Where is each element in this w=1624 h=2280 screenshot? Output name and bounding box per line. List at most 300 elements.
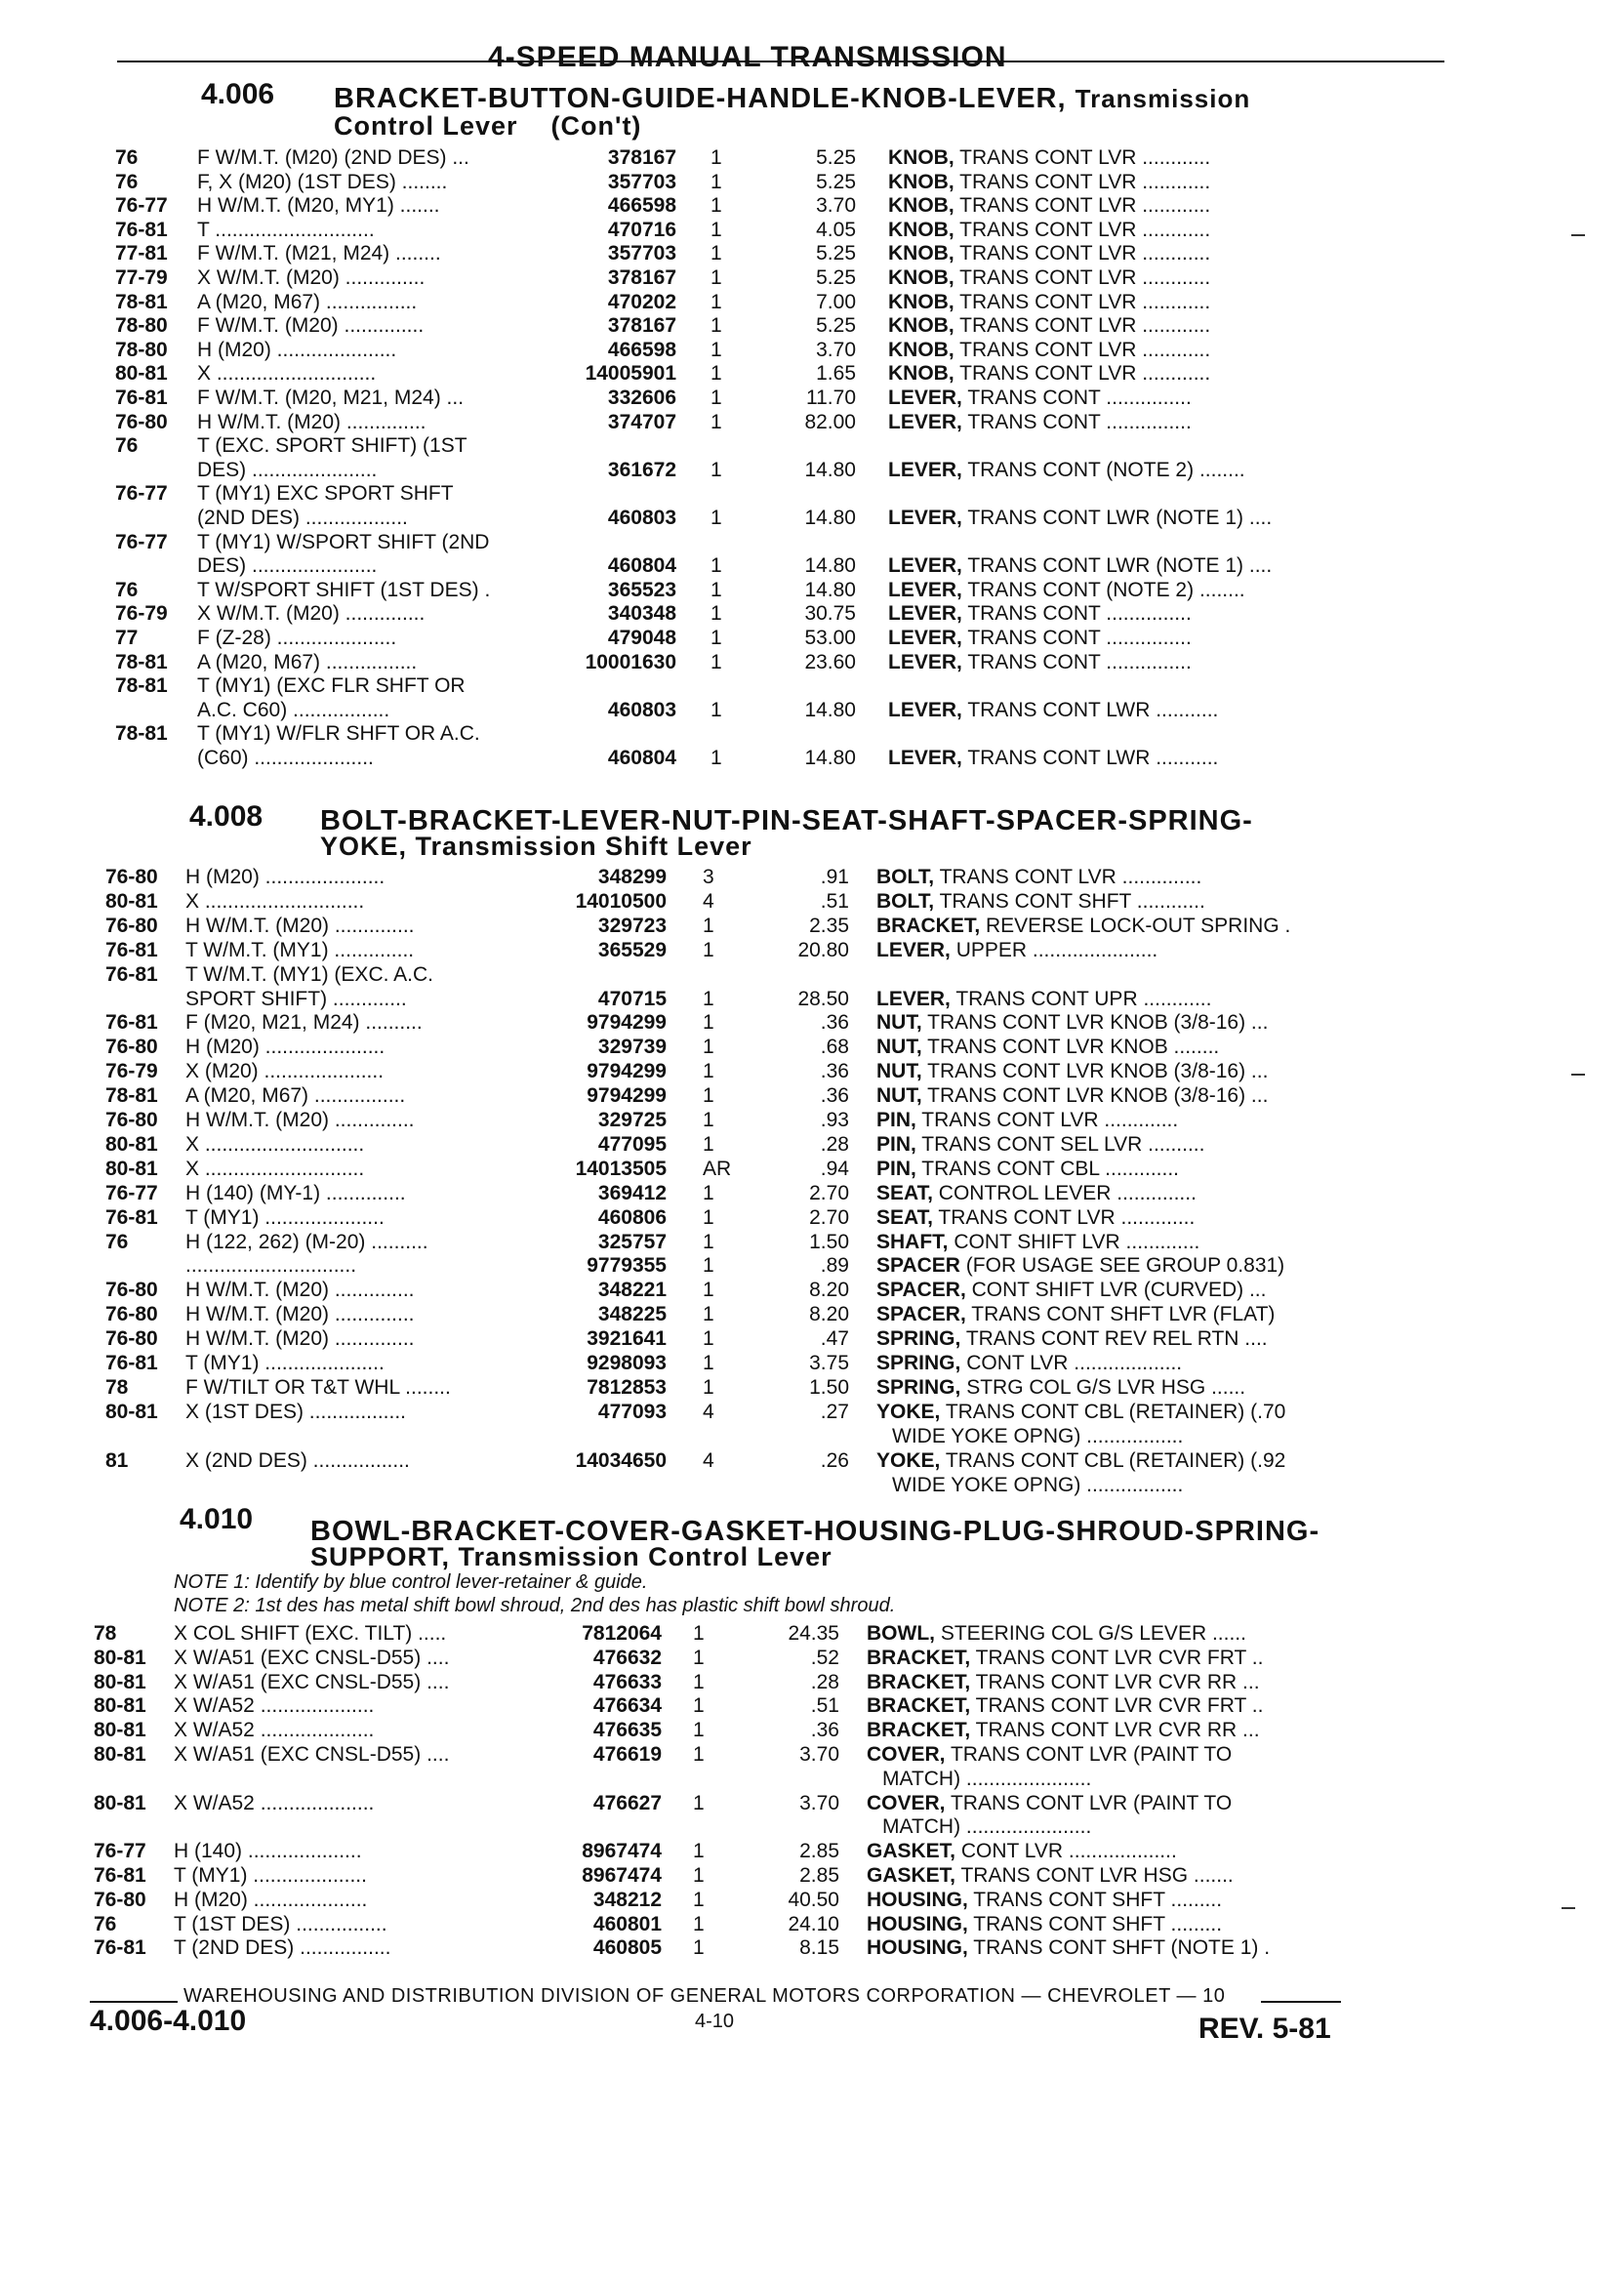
price: .51 [820,889,849,913]
part-name [876,1303,1364,1326]
usage-description: (C60) ..................... [197,747,374,769]
part-name [876,988,1364,1011]
part-name [867,1647,1345,1670]
model-year: 76-77 [115,530,168,553]
part-name [876,1036,1364,1059]
model-year: 80-81 [115,362,168,386]
part-number: 477093 [597,1400,667,1423]
part-name [876,1060,1364,1083]
price: 14.80 [804,698,856,721]
price: .36 [820,1060,849,1083]
quantity: 1 [703,1279,714,1302]
part-number: 8967474 [582,1864,662,1887]
quantity: 1 [710,698,722,721]
part-name-noun: NUT, [876,1036,922,1059]
part-name-detail: TRANS CONT LWR (NOTE 1) .... [961,554,1273,578]
part-row [0,1840,1624,1863]
part-number: 470716 [607,218,676,241]
part-name [867,1719,1345,1742]
part-row [0,1109,1624,1132]
part-name-noun: HOUSING, [867,1912,968,1935]
footer-rule-right [1261,2001,1341,2003]
part-name [876,1449,1364,1473]
part-number: 476635 [592,1719,662,1742]
usage-description: H (M20) ..................... [185,1036,386,1059]
model-year: 77 [115,627,139,649]
part-name-noun: KNOB, [888,242,954,265]
part-name [876,1133,1364,1157]
page-title: 4-SPEED MANUAL TRANSMISSION [488,41,1007,73]
price: 24.10 [788,1912,839,1935]
quantity: 1 [710,146,722,169]
part-name [888,387,1366,410]
part-name-detail: TRANS CONT UPR ............ [950,987,1212,1010]
quantity: 1 [703,1060,714,1083]
part-row [0,1768,1624,1791]
part-row [0,1815,1624,1839]
part-name-detail: TRANS CONT LVR CVR FRT .. [970,1646,1264,1669]
quantity: 4 [703,1448,714,1472]
part-row [0,554,1624,578]
part-number: 365523 [607,578,676,601]
price: 30.75 [804,602,856,626]
quantity: 1 [693,1719,705,1742]
part-name-noun: LEVER, [888,578,962,601]
part-number: 325757 [597,1230,667,1253]
part-number: 460805 [592,1936,662,1960]
part-number: 460801 [592,1912,662,1935]
part-row [0,1425,1624,1448]
usage-description: X W/M.T. (M20) .............. [197,602,426,626]
usage-description: SPORT SHIFT) ............. [185,987,407,1010]
model-year: 76-80 [105,1327,158,1351]
model-year: 76-80 [105,1109,158,1131]
usage-description: T (MY1) W/SPORT SHIFT (2ND [197,530,490,553]
part-name-noun: GASKET, [867,1864,956,1887]
quantity: 1 [703,938,714,961]
part-name [867,1768,1345,1791]
usage-description: H (122, 262) (M-20) .......... [185,1230,428,1253]
price: .91 [820,866,849,888]
part-name [876,1474,1364,1497]
part-number: 14013505 [575,1157,667,1180]
usage-description: X W/A51 (EXC CNSL-D55) .... [174,1646,450,1669]
part-name-detail: MATCH) ...................... [882,1767,1092,1790]
price: 8.15 [799,1936,839,1960]
price: 11.70 [806,387,856,409]
part-number: 460806 [597,1205,667,1229]
price: 2.70 [809,1205,849,1229]
price: .51 [810,1694,839,1718]
price: 8.20 [809,1303,849,1326]
part-number: 470202 [607,290,676,313]
part-name-noun: KNOB, [888,218,954,241]
part-number: 378167 [607,266,676,289]
part-name-noun: LEVER, [888,387,962,409]
model-year: 80-81 [94,1719,146,1742]
usage-description: H W/M.T. (M20) .............. [185,1303,415,1326]
part-name-noun: KNOB, [888,170,954,193]
usage-description: T (MY1) W/FLR SHFT OR A.C. [197,722,480,746]
usage-description: A (M20, M67) ................ [197,290,418,313]
part-name [888,194,1366,218]
quantity: 1 [703,1327,714,1351]
part-name-noun: COVER, [867,1791,946,1814]
usage-description: T W/SPORT SHIFT (1ST DES) . [197,578,491,601]
model-year: 76-81 [105,962,158,986]
quantity: 1 [703,1375,714,1399]
quantity: 1 [710,387,722,409]
part-name [867,1840,1345,1863]
quantity: 1 [693,1840,705,1863]
usage-description: X COL SHIFT (EXC. TILT) ..... [174,1622,447,1645]
part-row [0,387,1624,410]
part-number: 460804 [607,554,676,578]
usage-description: F W/M.T. (M20) (2ND DES) ... [197,146,469,169]
model-year: 78-81 [115,650,168,673]
quantity: 1 [703,1132,714,1156]
part-number: 357703 [607,170,676,193]
part-number: 476634 [592,1694,662,1718]
part-number: 329725 [597,1109,667,1131]
price: .28 [810,1670,839,1693]
part-row [0,939,1624,962]
footer-page-number: 4-10 [695,2011,735,2032]
part-name [888,627,1366,650]
part-name [888,146,1366,170]
part-name [867,1936,1345,1960]
part-name-noun: KNOB, [888,194,954,218]
part-name-noun: LEVER, [888,698,962,721]
part-name [867,1815,1345,1839]
part-name [876,1109,1364,1132]
part-row [0,482,1624,506]
usage-description: T (MY1) ..................... [185,1205,385,1229]
quantity: 1 [710,747,722,769]
part-name [888,747,1366,770]
model-year: 80-81 [94,1791,146,1814]
usage-description: X (M20) ..................... [185,1060,385,1083]
part-name-detail: CONT LVR ................... [960,1352,1183,1374]
part-name-noun: YOKE, [876,1448,941,1472]
part-row [0,915,1624,938]
part-row [0,1327,1624,1351]
quantity: 1 [703,1109,714,1131]
part-name-detail: TRANS CONT (NOTE 2) ........ [961,578,1245,601]
usage-description: F W/M.T. (M21, M24) ........ [197,242,441,265]
part-name-detail: MATCH) ...................... [882,1815,1092,1839]
part-row [0,459,1624,482]
section-title-line2: YOKE, Transmission Shift Lever [320,832,752,861]
usage-description: T (2ND DES) ................ [174,1936,391,1960]
part-name-detail: TRANS CONT CBL (RETAINER) (.92 [940,1448,1286,1472]
part-name-noun: COVER, [867,1743,946,1766]
price: 2.85 [799,1840,839,1863]
part-number: 348299 [597,866,667,888]
part-row [0,1231,1624,1254]
part-row [0,266,1624,290]
model-year: 76-80 [94,1888,146,1911]
part-row [0,602,1624,626]
part-name [888,651,1366,674]
part-name-detail: TRANS CONT LWR ........... [961,747,1219,769]
part-row [0,411,1624,434]
model-year: 76-80 [105,1303,158,1326]
price: .52 [810,1646,839,1669]
part-number: 470715 [597,987,667,1010]
usage-description: DES) ...................... [197,458,378,481]
section-title-line1: BOLT-BRACKET-LEVER-NUT-PIN-SEAT-SHAFT-SPACER-SPRING- [320,805,1253,836]
part-name-noun: GASKET, [867,1840,956,1863]
part-number: 348221 [597,1279,667,1302]
part-number: 348225 [597,1303,667,1326]
usage-description: F (M20, M21, M24) .......... [185,1011,423,1035]
part-name [867,1864,1345,1888]
usage-description: F (Z-28) ..................... [197,627,397,649]
part-name-detail: CONT LVR ................... [955,1840,1177,1863]
part-row [0,1206,1624,1230]
usage-description: F W/M.T. (M20, M21, M24) ... [197,387,465,409]
usage-description: T (MY1) (EXC FLR SHFT OR [197,674,466,698]
model-year: 76-81 [105,1011,158,1035]
quantity: 1 [703,1230,714,1253]
part-name-noun: LEVER, [876,938,951,961]
part-row [0,507,1624,530]
quantity: 1 [703,1205,714,1229]
usage-description: .............................. [185,1254,357,1278]
usage-description: (2ND DES) .................. [197,507,408,529]
part-row [0,1036,1624,1059]
part-name-detail: TRANS CONT LWR (NOTE 1) .... [961,507,1273,529]
quantity: 1 [710,290,722,313]
price: 2.70 [809,1181,849,1204]
part-name [888,291,1366,314]
model-year: 76-80 [105,1036,158,1059]
part-name-noun: BRACKET, [867,1694,971,1718]
part-row [0,194,1624,218]
quantity: 1 [693,1864,705,1887]
part-name-noun: PIN, [876,1109,916,1131]
model-year: 78 [105,1375,129,1399]
part-number: 378167 [607,146,676,169]
part-row [0,171,1624,194]
part-row [0,1936,1624,1960]
part-name-detail: TRANS CONT ............... [961,387,1192,409]
quantity: 1 [710,218,722,241]
part-name [876,915,1364,938]
part-number: 329723 [597,914,667,937]
model-year: 76-77 [115,194,168,218]
quantity: 1 [710,338,722,361]
usage-description: T (MY1) ..................... [185,1352,385,1374]
quantity: 1 [703,1352,714,1374]
part-number: 9779355 [587,1254,667,1278]
price: 20.80 [797,938,849,961]
part-row [0,1743,1624,1767]
quantity: 1 [693,1743,705,1766]
quantity: 1 [703,1011,714,1035]
usage-description: X W/A52 .................... [174,1694,375,1718]
model-year: 80-81 [94,1694,146,1718]
part-number: 14010500 [575,889,667,913]
part-number: 9298093 [587,1352,667,1374]
part-number: 14034650 [575,1448,667,1472]
part-row [0,988,1624,1011]
part-name [888,339,1366,362]
price: 7.00 [816,290,856,313]
part-name [888,266,1366,290]
model-year: 76-81 [115,387,168,409]
part-name-detail: CONTROL LEVER .............. [932,1181,1197,1204]
part-name-detail: TRANS CONT CBL (RETAINER) (.70 [940,1400,1286,1423]
price: 1.50 [809,1375,849,1399]
part-name-detail: WIDE YOKE OPNG) ................. [892,1424,1184,1447]
price: .26 [820,1448,849,1472]
model-year: 77-81 [115,242,168,265]
part-number: 479048 [607,627,676,649]
part-name-detail: TRANS CONT LVR ............ [954,362,1211,386]
price: 14.80 [804,554,856,578]
model-year: 76-81 [105,1352,158,1374]
price: 3.70 [799,1791,839,1814]
part-name-noun: BRACKET, [867,1670,971,1693]
part-name-detail: TRANS CONT LVR ............ [954,314,1211,338]
price: .36 [820,1011,849,1035]
section-number: 4.008 [189,800,264,833]
quantity: 1 [693,1646,705,1669]
usage-description: T W/M.T. (MY1) (EXC. A.C. [185,962,433,986]
part-row [0,1792,1624,1815]
part-name [867,1792,1345,1815]
price: 1.65 [816,362,856,386]
margin-mark [1571,234,1585,236]
price: 14.80 [804,458,856,481]
margin-mark [1571,1074,1585,1076]
usage-description: H W/M.T. (M20) .............. [185,1109,415,1131]
price: .47 [820,1327,849,1351]
part-row [0,1449,1624,1473]
section-title-line2: SUPPORT, Transmission Control Lever [310,1542,832,1571]
quantity: 1 [710,314,722,338]
model-year: 77-79 [115,266,168,289]
part-name-detail: TRANS CONT LVR ............ [954,338,1211,361]
part-number: 476619 [592,1743,662,1766]
part-name [888,314,1366,338]
price: 24.35 [788,1622,839,1645]
part-name-noun: KNOB, [888,146,954,169]
usage-description: H W/M.T. (M20, MY1) ....... [197,194,440,218]
model-year: 76-80 [115,410,168,433]
price: .36 [810,1719,839,1742]
quantity: 1 [710,170,722,193]
part-name [867,1913,1345,1936]
part-number: 8967474 [582,1840,662,1863]
part-name-detail: TRANS CONT ............... [961,650,1192,673]
part-name-noun: LEVER, [888,602,962,626]
part-number: 10001630 [585,650,676,673]
part-row [0,1158,1624,1181]
price: 3.75 [809,1352,849,1374]
part-number: 476627 [592,1791,662,1814]
quantity: 1 [703,1254,714,1278]
part-name-detail: TRANS CONT LVR .............. [934,866,1202,888]
price: 5.25 [816,146,856,169]
part-row [0,1303,1624,1326]
model-year: 76 [115,170,139,193]
usage-description: T (EXC. SPORT SHIFT) (1ST [197,434,467,458]
part-row [0,1279,1624,1302]
part-name [888,242,1366,265]
part-name [876,1084,1364,1108]
usage-description: X W/A52 .................... [174,1791,375,1814]
usage-description: X (1ST DES) ................. [185,1400,406,1423]
model-year: 76-80 [105,866,158,888]
part-row [0,674,1624,698]
model-year: 80-81 [105,1400,158,1423]
model-year: 76-79 [115,602,168,626]
part-name-detail: CONT SHIFT LVR ............. [948,1230,1200,1253]
part-name [876,1327,1364,1351]
part-name-noun: KNOB, [888,338,954,361]
part-row [0,1182,1624,1205]
part-row [0,1133,1624,1157]
part-name [867,1671,1345,1694]
quantity: 1 [710,627,722,649]
price: 5.25 [816,242,856,265]
model-year: 78-81 [115,290,168,313]
usage-description: X W/A52 .................... [174,1719,375,1742]
usage-description: H W/M.T. (M20) .............. [197,410,426,433]
price: .28 [820,1132,849,1156]
part-number: 374707 [607,410,676,433]
usage-description: X (2ND DES) ................. [185,1448,410,1472]
part-name [876,1425,1364,1448]
model-year: 80-81 [94,1670,146,1693]
model-year: 76-77 [94,1840,146,1863]
price: 23.60 [804,650,856,673]
part-name-detail: REVERSE LOCK-OUT SPRING . [980,914,1291,937]
model-year: 78-81 [105,1084,158,1108]
part-name-detail: TRANS CONT LVR ............ [954,194,1211,218]
part-name-detail: UPPER ...................... [950,938,1158,961]
quantity: 1 [710,507,722,529]
part-name-detail: (FOR USAGE SEE GROUP 0.831) [959,1254,1285,1278]
part-name-detail: TRANS CONT ............... [961,627,1192,649]
part-name-noun: LEVER, [876,987,951,1010]
part-name-noun: SEAT, [876,1205,933,1229]
quantity: 1 [693,1694,705,1718]
quantity: 1 [710,194,722,218]
price: 5.25 [816,266,856,289]
price: .36 [820,1084,849,1108]
part-name [876,1206,1364,1230]
part-name [876,1158,1364,1181]
part-name-noun: LEVER, [888,747,962,769]
part-number: 357703 [607,242,676,265]
part-row [0,579,1624,602]
part-name [888,579,1366,602]
quantity: 1 [703,987,714,1010]
part-name-noun: BOLT, [876,889,935,913]
usage-description: H (M20) ..................... [197,338,397,361]
part-row [0,1060,1624,1083]
model-year: 80-81 [105,1132,158,1156]
part-name-noun: PIN, [876,1157,916,1180]
price: 82.00 [804,410,856,433]
part-name [867,1743,1345,1767]
part-number: 466598 [607,338,676,361]
model-year: 76-80 [105,1279,158,1302]
